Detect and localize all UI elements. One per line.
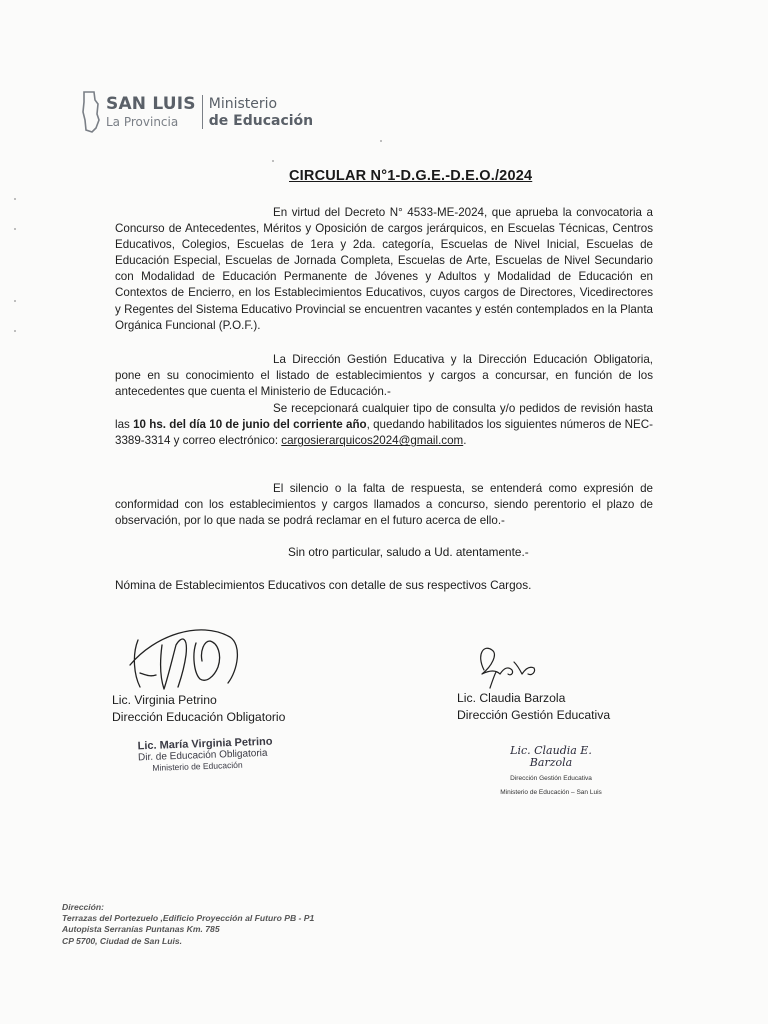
- ministry-line1: Ministerio: [208, 95, 278, 112]
- san-luis-map-icon: [80, 90, 102, 134]
- paragraph-decree: En virtud del Decreto N° 4533-ME-2024, que aprueba la convocatoria a Concurso de Antecedentes, Méritos y Oposición de cargos jerárquicos, en Escuelas Técnicas, Centros Educativos, Colegios, Escuelas de 1era y 2da. categoría, Escuelas de Nivel Inicial, Escuelas de Educación Especial, Escuelas de Jornada Completa, Escuelas de Arte, Escuelas de Nivel Secundario con Modalidad de Educación Permanente de Jóvenes y Adultos y Modalidad de Educación en Contextos de Encierro, en los Establecimientos Educativos, cuyos cargos de Directores, Vicedirectores y Regentes del Sistema Educativo Provincial se encuentren vacantes y estén contemplados en la Planta Orgánica Funcional (P.O.F.).: [115, 206, 653, 332]
- signer-left-role: Dirección Educación Obligatorio: [112, 710, 286, 724]
- signer-left-name: Lic. Virginia Petrino: [112, 693, 217, 707]
- ministry-line2: de Educación: [208, 112, 314, 129]
- stamp-left-line2: Dir. de Educación Obligatoria: [137, 747, 268, 764]
- logo-primary-text: SAN LUIS: [106, 94, 196, 114]
- stamp-left-line3: Ministerio de Educación: [152, 759, 243, 773]
- stamp-right-line2: Dirección Gestión Educativa: [510, 775, 592, 782]
- closing-line: Sin otro particular, saludo a Ud. atentamente.-: [288, 545, 529, 559]
- stamp-right-line1: Lic. Claudia E. Barzola: [510, 744, 592, 769]
- footer-line3: CP 5700, Ciudad de San Luis.: [62, 935, 183, 946]
- signer-right: [457, 690, 610, 724]
- signer-left: [112, 692, 285, 726]
- stamp-petrino: [137, 737, 273, 775]
- scan-speck: [14, 228, 16, 230]
- stamp-left-line1: Lic. María Virginia Petrino: [137, 735, 273, 753]
- signer-right-role: Dirección Gestión Educativa: [457, 708, 611, 722]
- footer-address: [62, 902, 314, 947]
- scan-speck: [14, 300, 16, 302]
- paragraph-consultation: Se recepcionará cualquier tipo de consulta y/o pedidos de revisión hasta las 10 hs. del día 10 de junio del corriente año, quedando habilitados los siguientes números de NEC- 3389-3314 y correo electrónico: cargosierarquicos2024@gmail.com.: [115, 402, 654, 448]
- scan-speck: [14, 330, 16, 332]
- stamp-right-line3: Ministerio de Educación – San Luis: [500, 789, 602, 796]
- logo-divider: [202, 95, 203, 129]
- scan-speck: [380, 140, 382, 142]
- footer-label: Dirección:: [62, 902, 105, 912]
- scan-speck: [14, 198, 16, 200]
- signature-barzola: [470, 640, 550, 690]
- footer-line2: Autopista Serranías Puntanas Km. 785: [62, 924, 220, 935]
- footer-line1: Terrazas del Portezuelo ,Edificio Proyección al Futuro PB - P1: [62, 913, 315, 924]
- stamp-barzola: [493, 745, 609, 799]
- scan-speck: [272, 160, 274, 162]
- contact-email-link[interactable]: cargosierarquicos2024@gmail.com: [281, 434, 464, 448]
- signer-right-name: Lic. Claudia Barzola: [457, 691, 566, 705]
- ministry-logo: [80, 88, 313, 136]
- circular-title: CIRCULAR N°1-D.G.E.-D.E.O./2024: [289, 168, 533, 184]
- paragraph-notification: La Dirección Gestión Educativa y la Dirección Educación Obligatoria, pone en su conocimiento el listado de establecimientos y cargos a concursar, en función de los antecedentes que cuenta el Ministerio de Educación.-: [115, 353, 653, 399]
- nomina-line: Nómina de Establecimientos Educativos con detalle de sus respectivos Cargos.: [115, 578, 532, 592]
- signature-petrino: [110, 615, 250, 700]
- logo-secondary-text: La Provincia: [106, 115, 179, 129]
- paragraph-silence: El silencio o la falta de respuesta, se entenderá como expresión de conformidad con los establecimientos y cargos llamados a concurso, siendo perentorio el plazo de observación, por lo que nada se podrá reclamar en el futuro acerca de ello.-: [115, 482, 653, 528]
- deadline-text: 10 hs. del día 10 de junio del corriente año: [133, 418, 367, 432]
